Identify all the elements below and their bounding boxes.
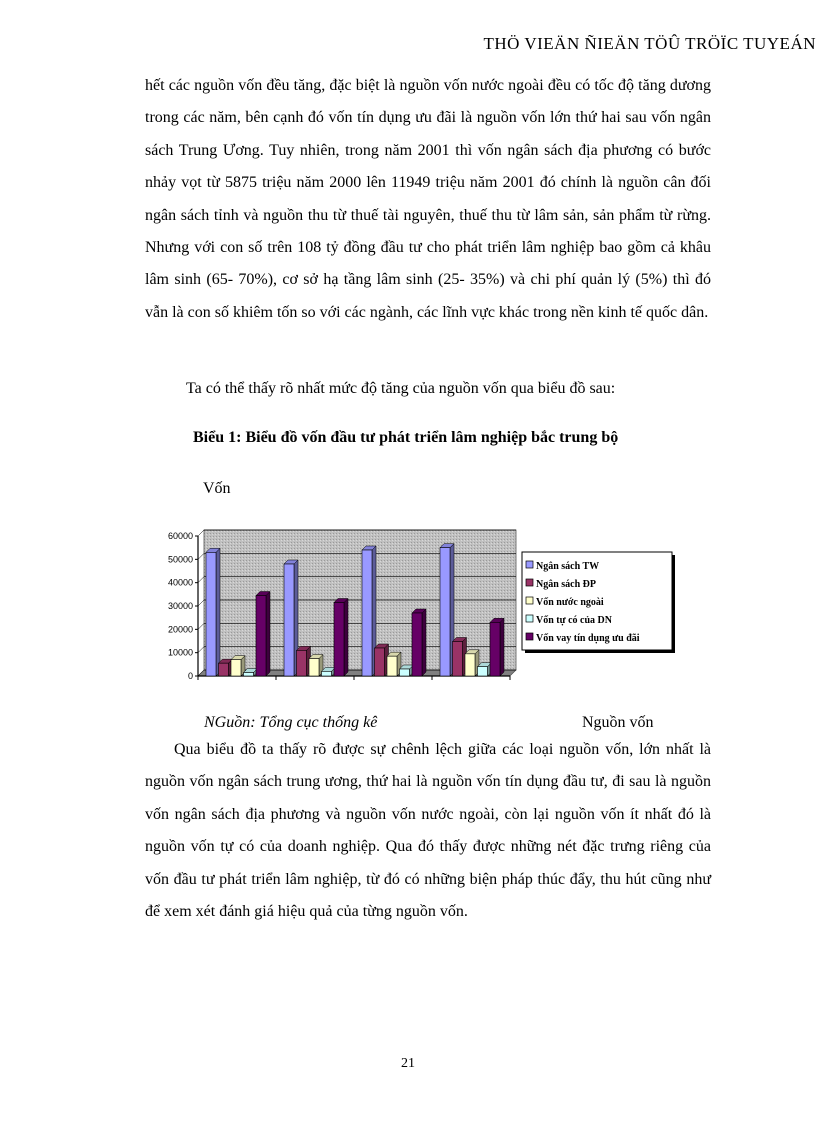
bar-5-3 bbox=[412, 613, 422, 676]
x-unit-label: Nguồn vốn bbox=[582, 714, 654, 731]
y-tick-label: 30000 bbox=[167, 601, 193, 611]
bar-side bbox=[422, 609, 426, 676]
bar-4-4 bbox=[478, 667, 488, 676]
chart-caption: Biểu 1: Biểu đồ vốn đầu tư phát triển lâm nghiệp bắc trung bộ bbox=[193, 429, 619, 446]
y-tick-label: 0 bbox=[187, 671, 193, 681]
bar-4-1 bbox=[244, 673, 254, 677]
legend-label: Ngân sách ĐP bbox=[536, 579, 597, 590]
gridline-side bbox=[198, 600, 204, 606]
body-paragraph-1: hết các nguồn vốn đều tăng, đặc biệt là nguồn vốn nước ngoài đều có tốc độ tăng dương trong các năm, bên cạnh đó vốn tín dụng ưu đãi là nguồn vốn lớn thứ hai sau vốn ngân sách Trung Ương. Tuy nhiên, trong năm 2001 thì vốn ngân sách địa phương có bước nhảy vọt từ 5875 triệu năm 2000 lên 11949 triệu năm 2001 đó chính là nguồn cân đối ngân sách tỉnh và nguồn thu từ thuế tài nguyên, thuế thu từ lâm sản, sản phẩm từ rừng. Nhưng với con số trên 108 tỷ đồng đầu tư cho phát triển lâm nghiệp bao gồm cả khâu lâm sinh (65- 70%), cơ sở hạ tầng lâm sinh (25- 35%) và chi phí quản lý (5%) thì đó vẫn là con số khiêm tốn so với các ngành, các lĩnh vực khác trong nền kinh tế quốc dân. bbox=[145, 77, 711, 321]
bar-1-4 bbox=[440, 548, 450, 676]
bar-2-1 bbox=[219, 663, 229, 676]
page-number: 21 bbox=[401, 1056, 415, 1071]
body-paragraph-2: Qua biểu đồ ta thấy rõ được sự chênh lệch giữa các loại nguồn vốn, lớn nhất là nguồn vốn ngân sách trung ương, thứ hai là nguồn vốn tín dụng đầu tư, đi sau là nguồn vốn ngân sách địa phương và nguồn vốn nước ngoài, còn lại nguồn vốn ít nhất đó là nguồn vốn tự có của doanh nghiệp. Qua đó thấy được những nét đặc trưng riêng của vốn đầu tư phát triển lâm nghiệp, từ đó có những biện pháp thúc đẩy, thu hút cũng như để xem xét đánh giá hiệu quả của từng nguồn vốn. bbox=[145, 741, 711, 921]
bar-5-1 bbox=[256, 596, 266, 677]
bar-2-4 bbox=[453, 641, 463, 676]
legend-swatch bbox=[526, 597, 533, 604]
y-tick-label: 50000 bbox=[167, 554, 193, 565]
bar-4-2 bbox=[322, 671, 332, 676]
gridline-side bbox=[198, 530, 204, 536]
legend-swatch bbox=[526, 579, 533, 586]
gridline-side bbox=[198, 647, 204, 653]
bar-1-1 bbox=[206, 552, 216, 676]
bar-side bbox=[344, 599, 348, 677]
source-note: NGuồn: Tổng cục thống kê bbox=[204, 714, 378, 731]
legend-swatch bbox=[526, 615, 533, 622]
bar-3-2 bbox=[309, 659, 319, 677]
y-tick-label: 20000 bbox=[167, 624, 193, 635]
bar-side bbox=[500, 618, 504, 676]
bar-2-2 bbox=[297, 650, 307, 676]
y-tick-label: 40000 bbox=[167, 577, 193, 588]
bar-5-2 bbox=[334, 603, 344, 677]
bar-side bbox=[266, 592, 270, 677]
y-tick-label: 60000 bbox=[167, 531, 193, 541]
y-unit-label: Vốn bbox=[203, 480, 231, 497]
legend-label: Vốn tự có của DN bbox=[536, 615, 612, 626]
gridline-side bbox=[198, 623, 204, 629]
legend-label: Vốn vay tín dụng ưu đãi bbox=[536, 633, 640, 644]
page-header-title: THÖ VIEÄN ÑIEÄN TÖÛ TRÖÏC TUYEÁN bbox=[483, 34, 816, 53]
gridline-side bbox=[198, 553, 204, 559]
bar-4-3 bbox=[400, 669, 410, 676]
bar-side bbox=[216, 548, 220, 676]
bar-5-4 bbox=[490, 622, 500, 676]
chart-intro-text: Ta có thể thấy rõ nhất mức độ tăng của nguồn vốn qua biểu đồ sau: bbox=[186, 380, 616, 397]
legend-label: Ngân sách TW bbox=[536, 561, 600, 572]
bar-2-3 bbox=[375, 648, 385, 676]
bar-3-1 bbox=[231, 660, 241, 676]
bar-3-4 bbox=[465, 654, 475, 676]
legend-label: Vốn nước ngoài bbox=[536, 597, 604, 608]
bar-3-3 bbox=[387, 656, 397, 676]
bar-1-3 bbox=[362, 550, 372, 676]
y-tick-label: 10000 bbox=[167, 647, 193, 658]
gridline-side bbox=[198, 577, 204, 583]
legend-swatch bbox=[526, 561, 533, 568]
legend-swatch bbox=[526, 633, 533, 640]
bar-chart bbox=[150, 524, 680, 689]
bar-1-2 bbox=[284, 564, 294, 676]
